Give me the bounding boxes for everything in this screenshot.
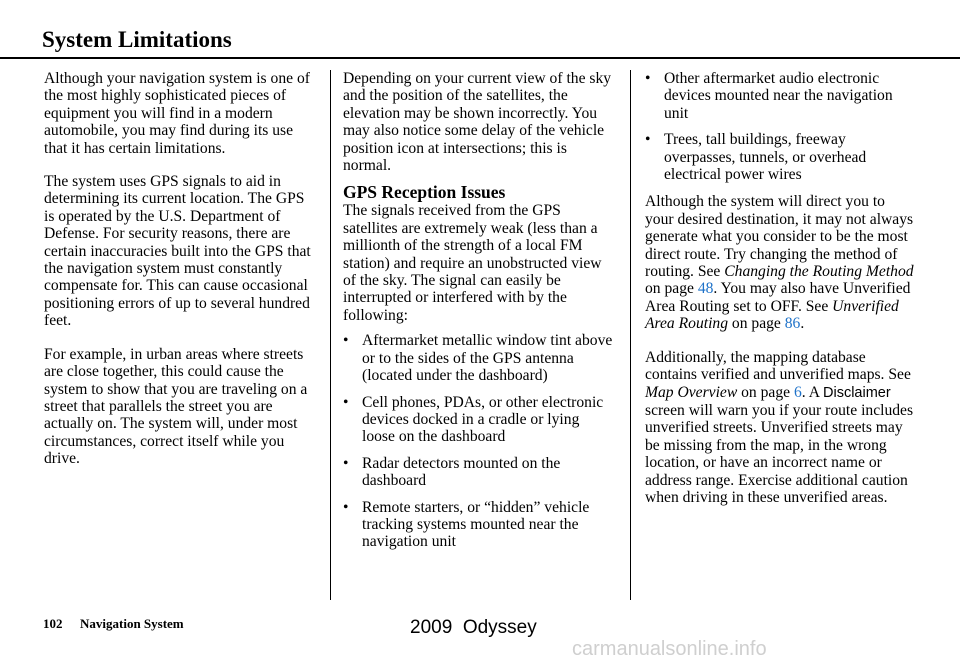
text-run: . You may also have Unverified Area Routing set to OFF. See [645, 280, 911, 315]
list-item-text: Cell phones, PDAs, or other electronic devices docked in a cradle or lying loose on the dashboard [362, 393, 604, 446]
footer-label: Navigation System [80, 616, 184, 631]
text-run: Although the system will direct you to your desired destination, it may not always generate what you consider to be the most direct route. Try changing the method of routing. See [645, 193, 914, 281]
disclaimer-screen-name: Disclaimer [823, 384, 891, 401]
col1-paragraph-2: The system uses GPS signals to aid in determining its current location. The GPS is operated by the U.S. Department of Defense. For security reasons, there are certain inaccuracies built into the GPS that the navigation system must constantly compensate for. This can cause occasional positioning errors of up to several hundred feet. [44, 173, 311, 330]
list-item [343, 455, 615, 490]
bullet-icon: • [343, 498, 349, 516]
text-run: Additionally, the mapping database contains verified and unverified maps. See [645, 348, 911, 384]
bullet-icon: • [645, 70, 651, 87]
page-link-48[interactable]: 48 [697, 280, 714, 298]
list-item-text: Aftermarket metallic window tint above or to the sides of the GPS antenna (located under the dashboard) [362, 332, 613, 385]
interference-list-continued [645, 70, 917, 183]
list-item [343, 394, 615, 446]
text-run: . A [801, 383, 824, 401]
list-item-text: Trees, tall buildings, freeway overpasses, tunnels, or overhead electrical power wires [664, 131, 867, 184]
footer-page-number: 102 [43, 616, 63, 631]
page-link-6[interactable]: 6 [793, 383, 802, 401]
bullet-icon: • [343, 332, 349, 350]
col1-paragraph-3: For example, in urban areas where streets are close together, this could cause the system to show that you are traveling on a street that parallels the street you are actually on. The system will, under most circumstances, correct itself while you drive. [44, 345, 308, 468]
col3-paragraph-1 [645, 193, 917, 332]
cross-reference-map-overview: Map Overview [645, 383, 738, 401]
interference-list [343, 332, 615, 550]
cross-reference-unverified-area-routing: Unverified Area Routing [645, 297, 899, 333]
text-run: on page [728, 315, 785, 333]
page-link-86[interactable]: 86 [784, 315, 801, 333]
page-title: System Limitations [42, 27, 232, 52]
list-item [645, 70, 917, 122]
text-run: screen will warn you if your route includes unverified streets. Unverified streets may be missing from the map, in the wrong location, or have an incorrect name or address range. Exercise additional caution when driving in these unverified areas. [645, 401, 914, 506]
bullet-icon: • [343, 393, 349, 411]
text-run: on page [737, 383, 794, 401]
text-run: . [800, 315, 805, 333]
list-item [343, 332, 615, 384]
watermark-site: carmanualsonline.info [572, 638, 767, 660]
column-divider-2 [630, 70, 631, 600]
col2-paragraph-1: Depending on your current view of the sky and the position of the satellites, the elevation may be shown incorrectly. You may also notice some delay of the vehicle position icon at intersections; this is normal. [343, 70, 612, 175]
section-heading-gps-reception: GPS Reception Issues [343, 182, 506, 203]
list-item [645, 131, 917, 183]
bullet-icon: • [343, 454, 349, 472]
watermark-model: 2009 Odyssey [410, 617, 537, 638]
col2-paragraph-2: The signals received from the GPS satellites are extremely weak (less than a millionth of the strength of a local FM station) and require an unobstructed view of the sky. The signal can easily be interrupted or interfered with by the following: [343, 202, 602, 324]
title-rule [0, 57, 960, 59]
cross-reference-changing-routing-method: Changing the Routing Method [724, 263, 914, 281]
text-run: on page [645, 280, 698, 298]
col3-paragraph-2 [645, 349, 917, 507]
list-item [343, 499, 615, 551]
column-2 [343, 70, 615, 567]
list-item-text: Remote starters, or “hidden” vehicle tracking systems mounted near the navigation unit [362, 498, 590, 551]
bullet-icon: • [645, 131, 651, 149]
list-item-text: Radar detectors mounted on the dashboard [362, 454, 561, 490]
column-divider-1 [330, 70, 331, 600]
column-3 [645, 70, 917, 522]
list-item-text: Other aftermarket audio electronic devices mounted near the navigation unit [664, 70, 893, 122]
col1-paragraph-1: Although your navigation system is one of the most highly sophisticated pieces of equipment you will find in a modern automobile, you may find during its use that it has certain limitations. [44, 70, 310, 157]
column-1 [44, 70, 316, 484]
